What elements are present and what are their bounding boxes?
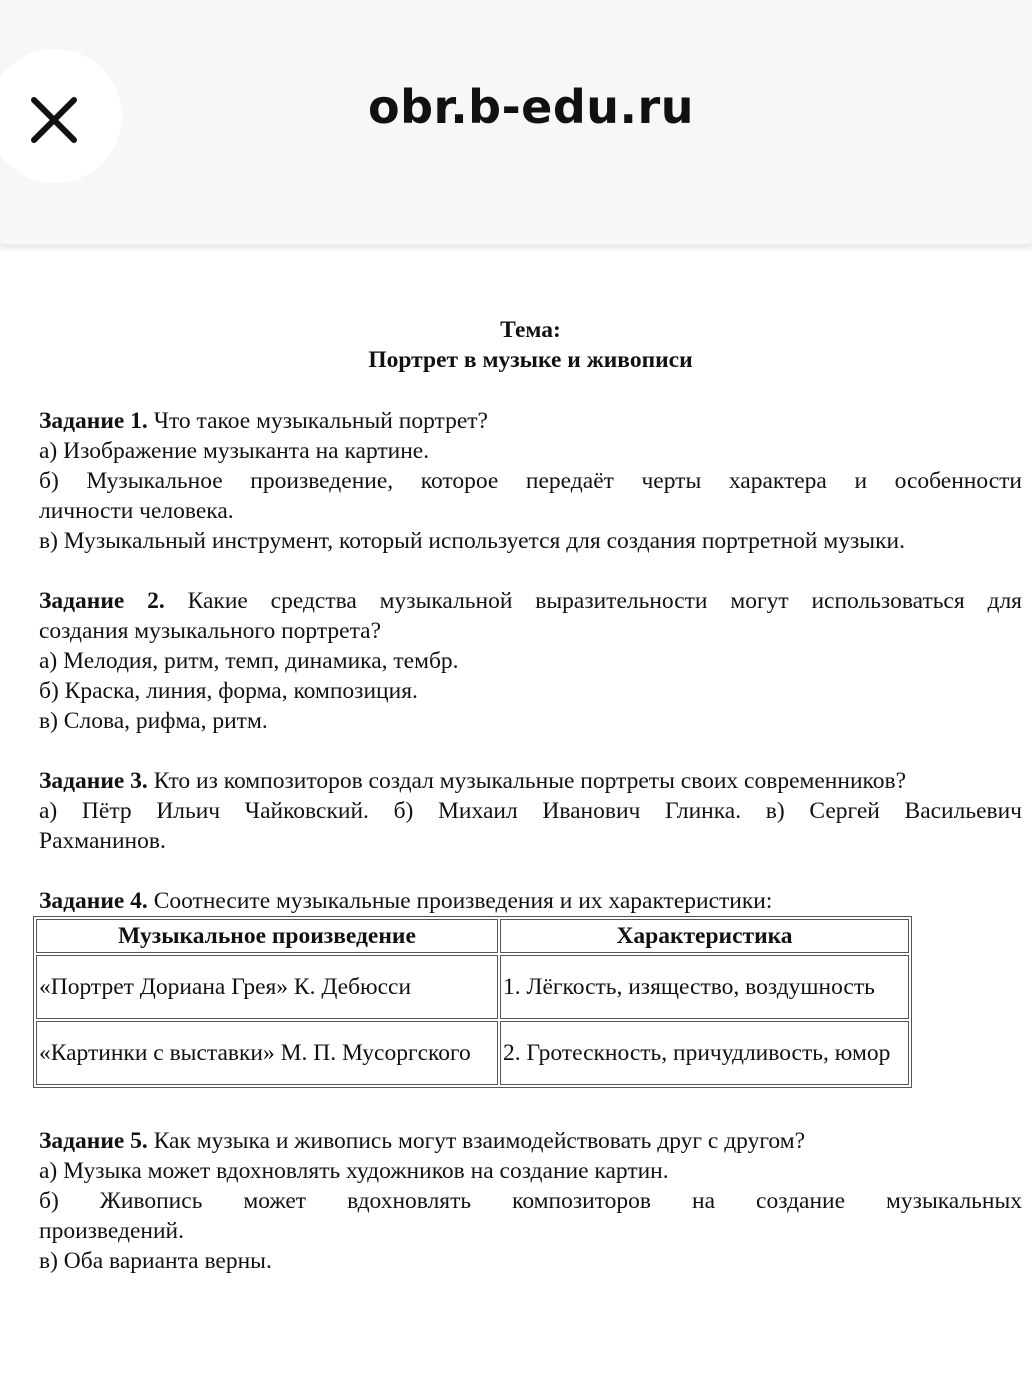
table-cell: «Портрет Дориана Грея» К. Дебюсси: [36, 955, 498, 1019]
task-1-option-b-cont: личности человека.: [39, 498, 234, 524]
task-2-question-cont: создания музыкального портрета?: [39, 618, 382, 644]
task-1-question: Что такое музыкальный портрет?: [153, 408, 488, 434]
task-3-answers-cont: Рахманинов.: [39, 828, 166, 854]
topic-title: Портрет в музыке и живописи: [368, 347, 693, 373]
matching-table: [33, 916, 912, 1088]
table-header-row: [36, 919, 909, 953]
task-5-option-b: б) Живопись может вдохновлять композиторов на создание музыкальных: [39, 1188, 1022, 1214]
table-header-cell: Музыкальное произведение: [36, 919, 498, 953]
task-3-answers: а) Пётр Ильич Чайковский. б) Михаил Иванович Глинка. в) Сергей Васильевич: [39, 798, 1022, 824]
table-header-cell: Характеристика: [500, 919, 909, 953]
task-2-question: Какие средства музыкальной выразительности могут использоваться для: [187, 588, 1022, 614]
task-5-option-c: в) Оба варианта верны.: [39, 1248, 272, 1274]
task-1-label: Задание 1.: [39, 408, 148, 434]
task-1-option-a: а) Изображение музыканта на картине.: [39, 438, 430, 464]
task-4: [39, 886, 1022, 1088]
task-3: [39, 766, 1022, 856]
task-2: [39, 586, 1022, 736]
task-1-option-c: в) Музыкальный инструмент, который используется для создания портретной музыки.: [39, 528, 905, 554]
task-2-label: Задание 2.: [39, 588, 165, 614]
table-cell: 1. Лёгкость, изящество, воздушность: [500, 955, 909, 1019]
task-5-option-b-cont: произведений.: [39, 1218, 185, 1244]
task-1-option-b: б) Музыкальное произведение, которое передаёт черты характера и особенности: [39, 468, 1022, 494]
task-2-option-c: в) Слова, рифма, ритм.: [39, 708, 268, 734]
table-cell: «Картинки с выставки» М. П. Мусоргского: [36, 1021, 498, 1085]
task-3-question: Кто из композиторов создал музыкальные портреты своих современников?: [153, 768, 907, 794]
task-5-label: Задание 5.: [39, 1128, 148, 1154]
table-row: [36, 1021, 909, 1085]
task-5: [39, 1126, 1022, 1276]
browser-header: [0, 0, 1032, 245]
address-bar-url[interactable]: obr.b-edu.ru: [368, 80, 694, 134]
task-2-option-b: б) Краска, линия, форма, композиция.: [39, 678, 418, 704]
task-2-option-a: а) Мелодия, ритм, темп, динамика, тембр.: [39, 648, 459, 674]
table-cell: 2. Гротескность, причудливость, юмор: [500, 1021, 909, 1085]
task-4-question: Соотнесите музыкальные произведения и их характеристики:: [153, 888, 773, 914]
task-1: [39, 406, 1022, 556]
task-4-label: Задание 4.: [39, 888, 148, 914]
task-5-option-a: а) Музыка может вдохновлять художников на создание картин.: [39, 1158, 669, 1184]
table-row: [36, 955, 909, 1019]
topic-label: Тема:: [500, 317, 561, 343]
task-5-question: Как музыка и живопись могут взаимодействовать друг с другом?: [153, 1128, 806, 1154]
document-body: [39, 315, 1022, 1276]
task-3-label: Задание 3.: [39, 768, 148, 794]
